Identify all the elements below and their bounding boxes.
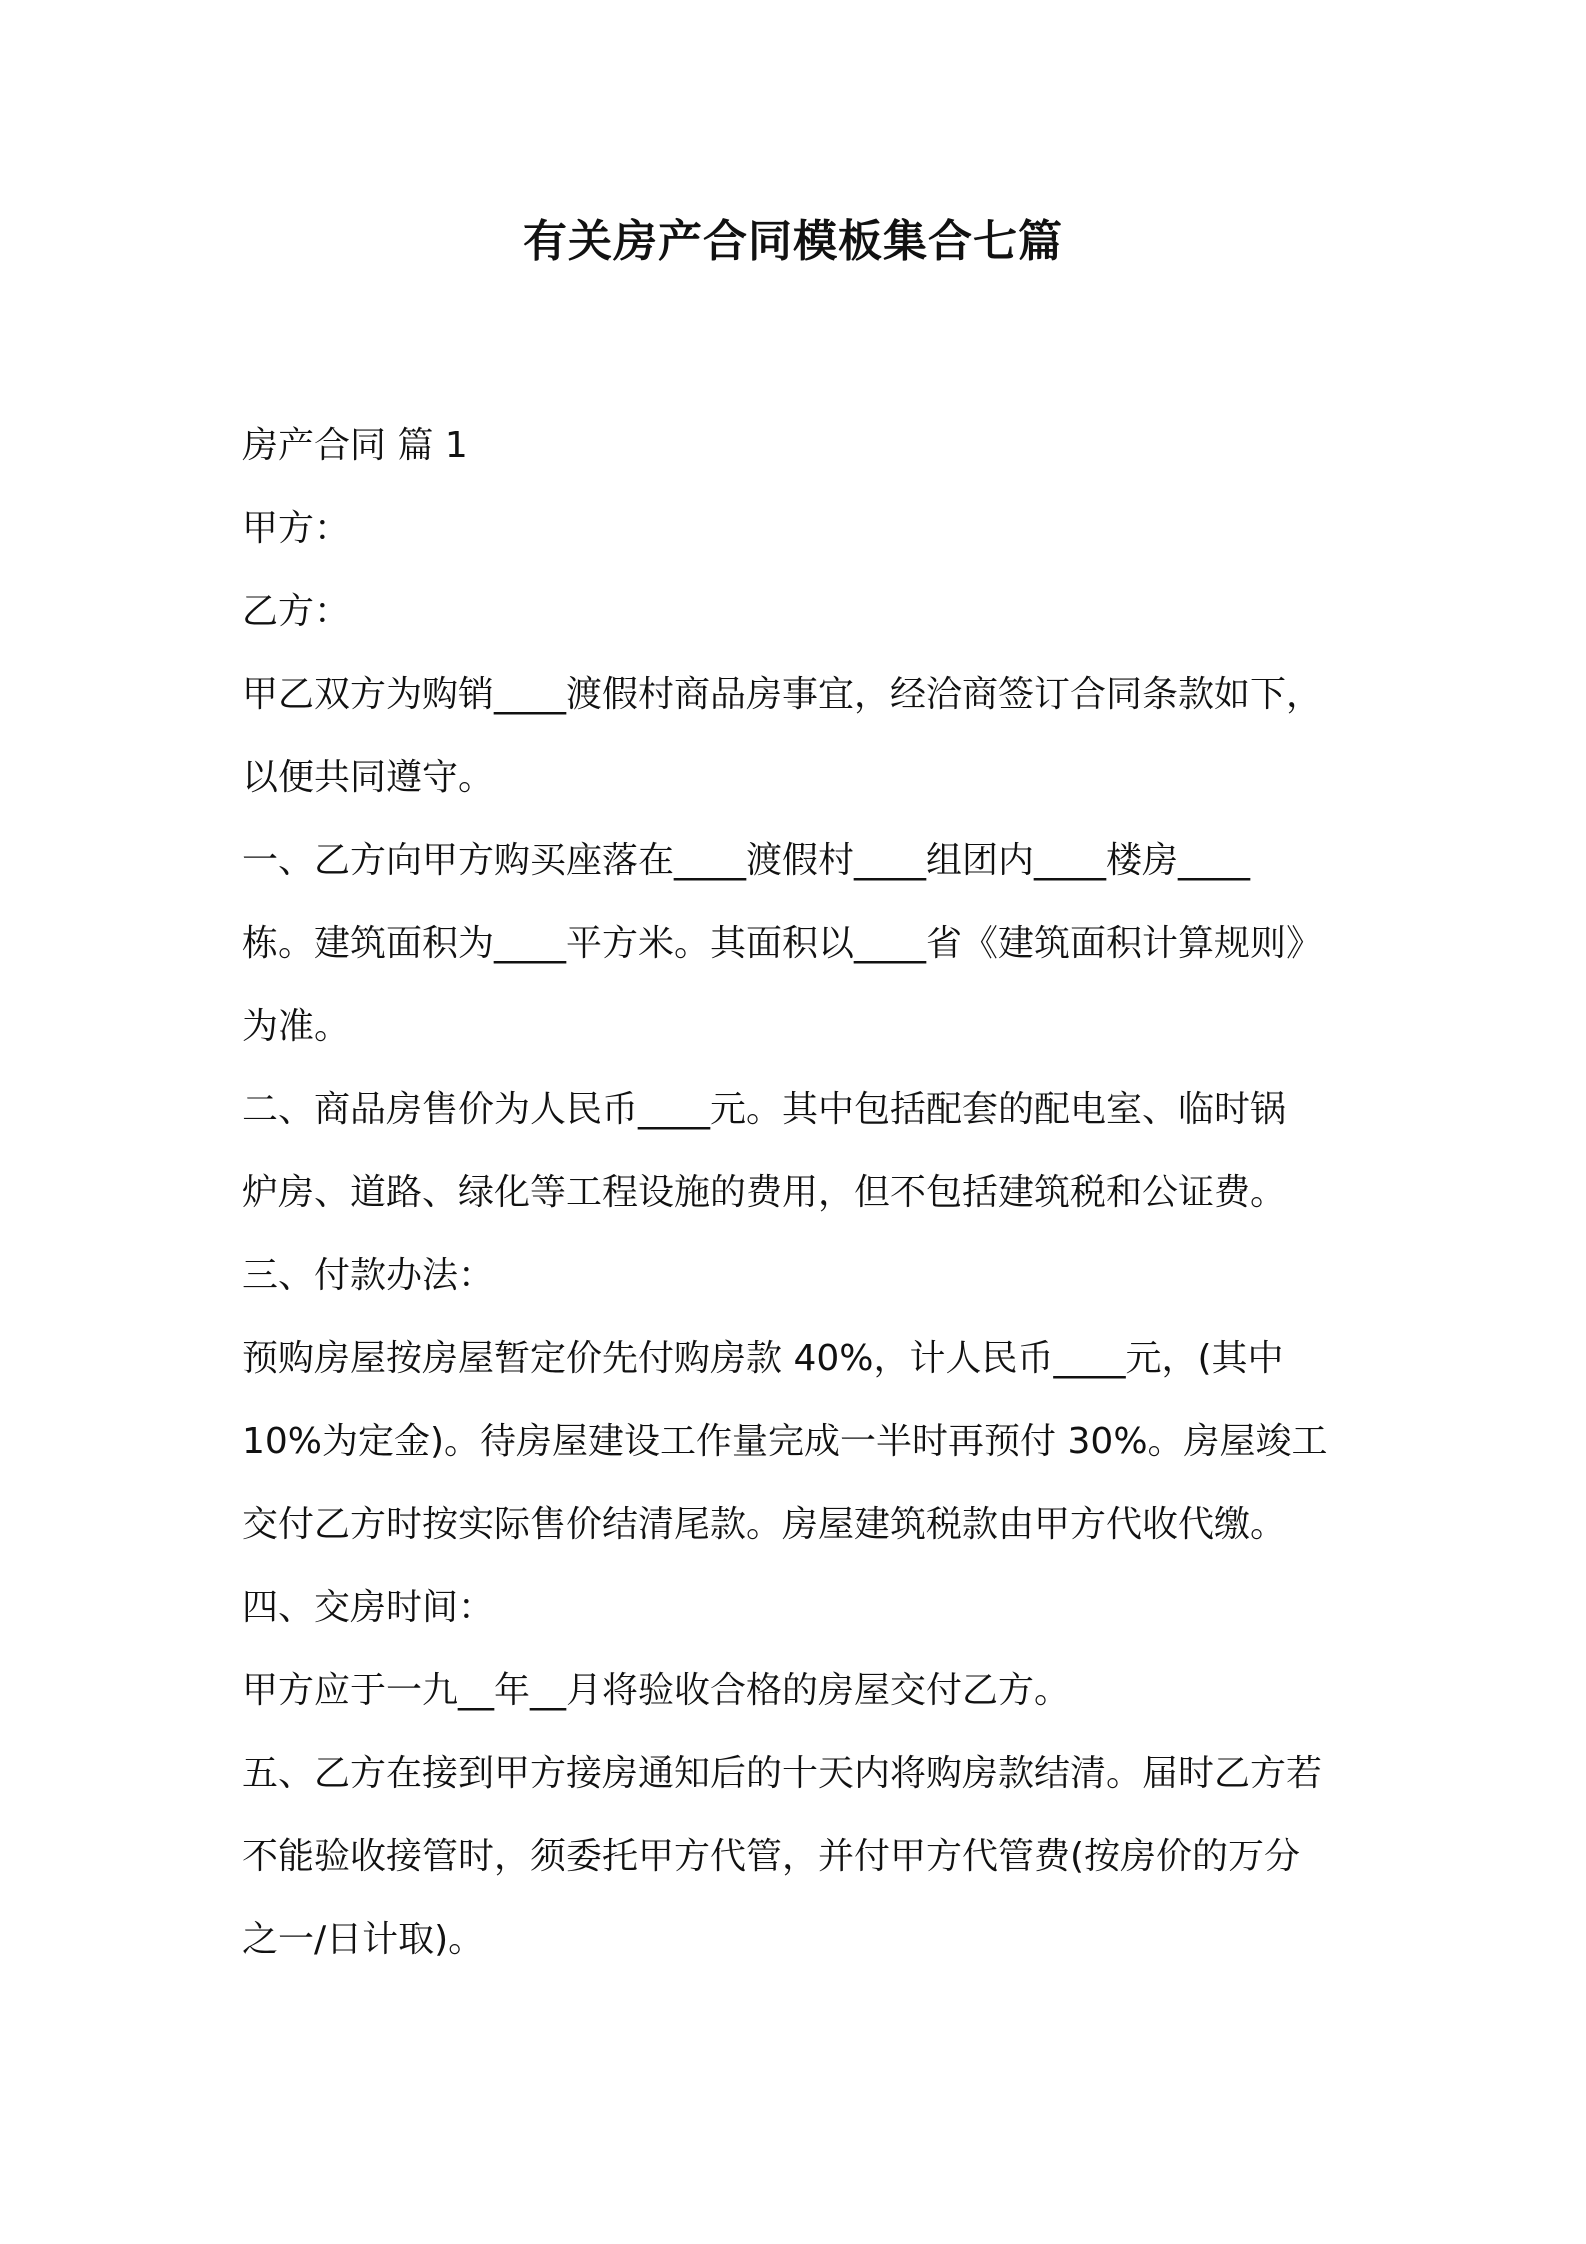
paragraph-line: 甲方应于一九__年__月将验收合格的房屋交付乙方。	[242, 1670, 1071, 1711]
document-body	[242, 404, 1352, 1981]
clause-heading: 三、付款办法：	[242, 1255, 495, 1296]
paragraph-line: 五、乙方在接到甲方接房通知后的十天内将购房款结清。届时乙方若	[242, 1753, 1323, 1794]
paragraph-line: 交付乙方时按实际售价结清尾款。房屋建筑税款由甲方代收代缴。	[242, 1504, 1287, 1545]
paragraph-line: 甲乙双方为购销____渡假村商品房事宜，经洽商签订合同条款如下，	[242, 674, 1323, 715]
paragraph-line: 为准。	[242, 1006, 351, 1047]
paragraph-line: 预购房屋按房屋暂定价先付购房款 40%，计人民币____元，(其中	[242, 1338, 1284, 1379]
paragraph-line: 炉房、道路、绿化等工程设施的费用，但不包括建筑税和公证费。	[242, 1172, 1287, 1213]
clause-heading: 四、交房时间：	[242, 1587, 495, 1628]
paragraph-line: 栋。建筑面积为____平方米。其面积以____省《建筑面积计算规则》	[242, 923, 1323, 964]
paragraph-line: 之一/日计取)。	[242, 1919, 485, 1960]
paragraph-line: 二、商品房售价为人民币____元。其中包括配套的配电室、临时锅	[242, 1089, 1287, 1130]
section-heading: 房产合同 篇 1	[242, 425, 468, 466]
paragraph-line: 不能验收接管时，须委托甲方代管，并付甲方代管费(按房价的万分	[242, 1836, 1301, 1877]
party-b-line: 乙方：	[242, 591, 351, 632]
document-title: 有关房产合同模板集合七篇	[523, 216, 1063, 267]
paragraph-line: 以便共同遵守。	[242, 757, 495, 798]
paragraph-line: 一、乙方向甲方购买座落在____渡假村____组团内____楼房____	[242, 840, 1251, 881]
paragraph-line: 10%为定金)。待房屋建设工作量完成一半时再预付 30%。房屋竣工	[242, 1421, 1328, 1462]
party-a-line: 甲方：	[242, 508, 351, 549]
